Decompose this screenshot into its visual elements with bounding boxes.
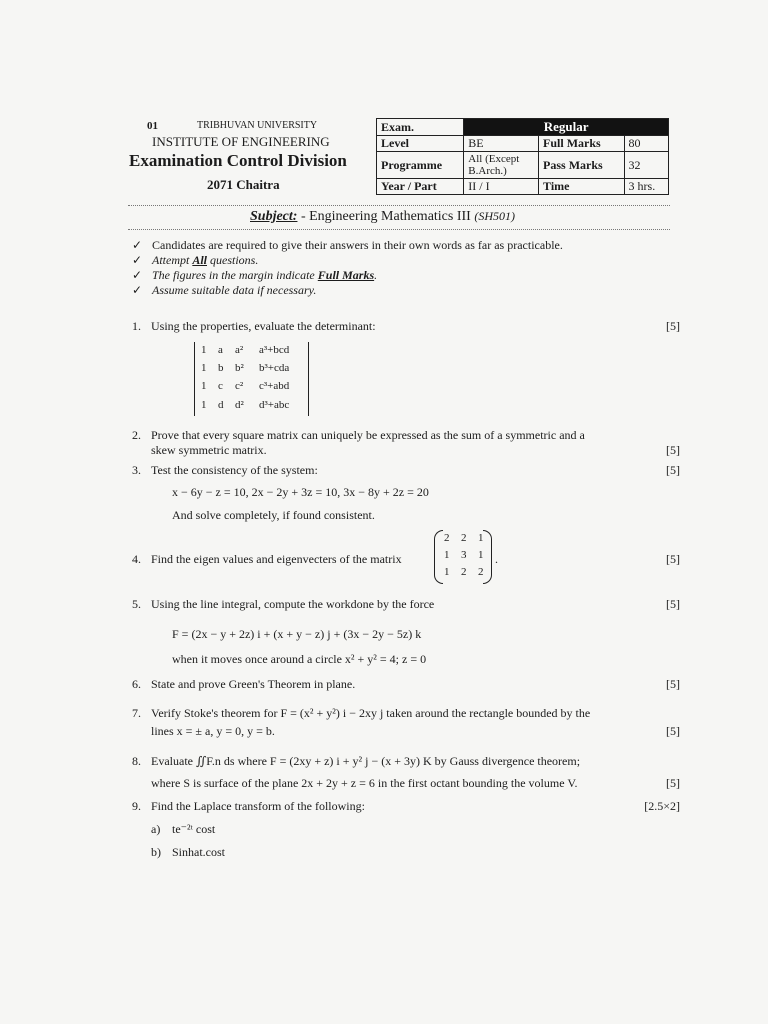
level-label: Level — [377, 136, 464, 152]
year-part-value: II / I — [464, 179, 539, 195]
question-number: 9. — [132, 799, 141, 813]
question-3-marks: [5] — [666, 463, 680, 477]
check-icon: ✓ — [132, 283, 143, 297]
question-number: 8. — [132, 754, 141, 768]
matrix-left-bracket — [434, 530, 443, 584]
question-4-marks: [5] — [666, 552, 680, 566]
question-2-marks: [5] — [666, 443, 680, 457]
programme-value-line2: B.Arch.) — [468, 165, 507, 177]
header-divider — [128, 205, 670, 206]
det-cell: a² — [235, 344, 244, 356]
det-cell: b — [218, 362, 224, 374]
determinant — [194, 342, 309, 416]
check-icon: ✓ — [132, 238, 143, 252]
det-cell: c² — [235, 380, 244, 392]
pass-marks-value: 32 — [624, 152, 668, 179]
time-value: 3 hrs. — [624, 179, 668, 195]
matrix-right-bracket — [483, 530, 492, 584]
matrix-cell: 1 — [478, 549, 484, 561]
question-5-force-equation: F = (2x − y + 2z) i + (x + y − z) j + (3x − 2y − 5z) k — [172, 627, 422, 641]
instruction-3-pre: The figures in the margin indicate — [152, 268, 315, 282]
instruction-3 — [152, 268, 377, 283]
level-value: BE — [464, 136, 539, 152]
year-part-label: Year / Part — [377, 179, 464, 195]
instruction-3-post: . — [374, 268, 378, 282]
subject-divider — [128, 229, 670, 230]
det-cell: d³+abc — [259, 399, 290, 411]
question-9-b: Sinhat.cost — [172, 845, 225, 859]
time-label: Time — [539, 179, 625, 195]
pass-marks-label: Pass Marks — [539, 152, 625, 179]
programme-value-line1: All (Except — [468, 153, 520, 165]
question-9-a-label: a) — [151, 822, 161, 836]
question-number: 5. — [132, 597, 141, 611]
question-8-line2: where S is surface of the plane 2x + 2y + z = 6 in the first octant bounding the volume V. — [151, 776, 578, 790]
question-number: 1. — [132, 319, 141, 333]
paper-code: 01 — [147, 120, 158, 132]
question-number: 6. — [132, 677, 141, 691]
instruction-3-emph: Full Marks — [317, 268, 375, 282]
question-5-line2: when it moves once around a circle x² + y² = 4; z = 0 — [172, 652, 427, 666]
instruction-2-pre: Attempt — [152, 253, 190, 267]
question-5-marks: [5] — [666, 597, 680, 611]
question-2-line2: skew symmetric matrix. — [151, 443, 267, 457]
question-number: 4. — [132, 552, 141, 566]
subject-label: Subject: — [250, 209, 298, 224]
matrix — [434, 530, 492, 582]
subject-code: (SH501) — [474, 209, 516, 223]
exam-label: Exam. — [377, 119, 464, 136]
question-6-marks: [5] — [666, 677, 680, 691]
det-cell: 1 — [201, 399, 207, 411]
programme-value — [464, 152, 539, 179]
question-4-text: Find the eigen values and eigenvecters of the matrix — [151, 552, 402, 566]
question-2-line1: Prove that every square matrix can uniquely be expressed as the sum of a symmetric and a — [151, 428, 585, 442]
question-3-equations: x − 6y − z = 10, 2x − 2y + 3z = 10, 3x − 8y + 2z = 20 — [172, 485, 429, 499]
question-9-text: Find the Laplace transform of the following: — [151, 799, 365, 813]
question-9-b-label: b) — [151, 845, 161, 859]
instruction-2 — [152, 253, 258, 268]
det-cell: a — [218, 344, 223, 356]
matrix-cell: 3 — [461, 549, 467, 561]
matrix-cell: 2 — [461, 532, 467, 544]
question-number: 3. — [132, 463, 141, 477]
det-cell: b³+cda — [259, 362, 290, 374]
question-3-text: Test the consistency of the system: — [151, 463, 318, 477]
programme-label: Programme — [377, 152, 464, 179]
question-8-marks: [5] — [666, 776, 680, 790]
matrix-cell: 1 — [478, 532, 484, 544]
check-icon: ✓ — [132, 253, 143, 267]
instruction-2-emph: All — [192, 253, 207, 267]
full-marks-label: Full Marks — [539, 136, 625, 152]
question-7-line2: lines x = ± a, y = 0, y = b. — [151, 724, 275, 738]
institute-name: INSTITUTE OF ENGINEERING — [152, 134, 330, 149]
det-cell: d — [218, 399, 224, 411]
question-1-text: Using the properties, evaluate the determinant: — [151, 319, 376, 333]
matrix-cell: 2 — [478, 566, 484, 578]
det-cell: c³+abd — [259, 380, 290, 392]
matrix-period: . — [495, 552, 498, 566]
det-cell: 1 — [201, 344, 207, 356]
det-cell: d² — [235, 399, 244, 411]
check-icon: ✓ — [132, 268, 143, 282]
instruction-1: Candidates are required to give their answers in their own words as far as practicable. — [152, 238, 563, 252]
det-cell: a³+bcd — [259, 344, 290, 356]
question-3-line2: And solve completely, if found consistent. — [172, 508, 375, 522]
det-cell: b² — [235, 362, 244, 374]
question-5-text: Using the line integral, compute the workdone by the force — [151, 597, 435, 611]
exam-info-table — [376, 118, 669, 195]
det-cell: 1 — [201, 362, 207, 374]
question-7-line1: Verify Stoke's theorem for F = (x² + y²) i − 2xy j taken around the rectangle bounded by the — [151, 706, 591, 720]
matrix-cell: 2 — [444, 532, 450, 544]
det-cell: c — [218, 380, 223, 392]
question-8-line1: Evaluate ∬F.n ds where F = (2xy + z) i + y² j − (x + 3y) K by Gauss divergence theorem; — [151, 754, 581, 768]
subject-line — [250, 209, 515, 225]
instruction-2-post: questions. — [210, 253, 259, 267]
exam-session: 2071 Chaitra — [207, 177, 280, 192]
question-9-marks: [2.5×2] — [644, 799, 680, 813]
exam-value: Regular — [464, 119, 669, 136]
question-1-marks: [5] — [666, 319, 680, 333]
question-6-text: State and prove Green's Theorem in plane. — [151, 677, 356, 691]
university-name: TRIBHUVAN UNIVERSITY — [197, 120, 318, 131]
full-marks-value: 80 — [624, 136, 668, 152]
instruction-4: Assume suitable data if necessary. — [152, 283, 317, 297]
matrix-cell: 1 — [444, 549, 450, 561]
matrix-cell: 1 — [444, 566, 450, 578]
question-9-a: te⁻²ᵗ cost — [172, 822, 216, 836]
det-cell: 1 — [201, 380, 207, 392]
question-number: 2. — [132, 428, 141, 442]
subject-name: - Engineering Mathematics III — [300, 209, 471, 224]
question-number: 7. — [132, 706, 141, 720]
matrix-cell: 2 — [461, 566, 467, 578]
question-7-marks: [5] — [666, 724, 680, 738]
division-name: Examination Control Division — [129, 151, 347, 170]
